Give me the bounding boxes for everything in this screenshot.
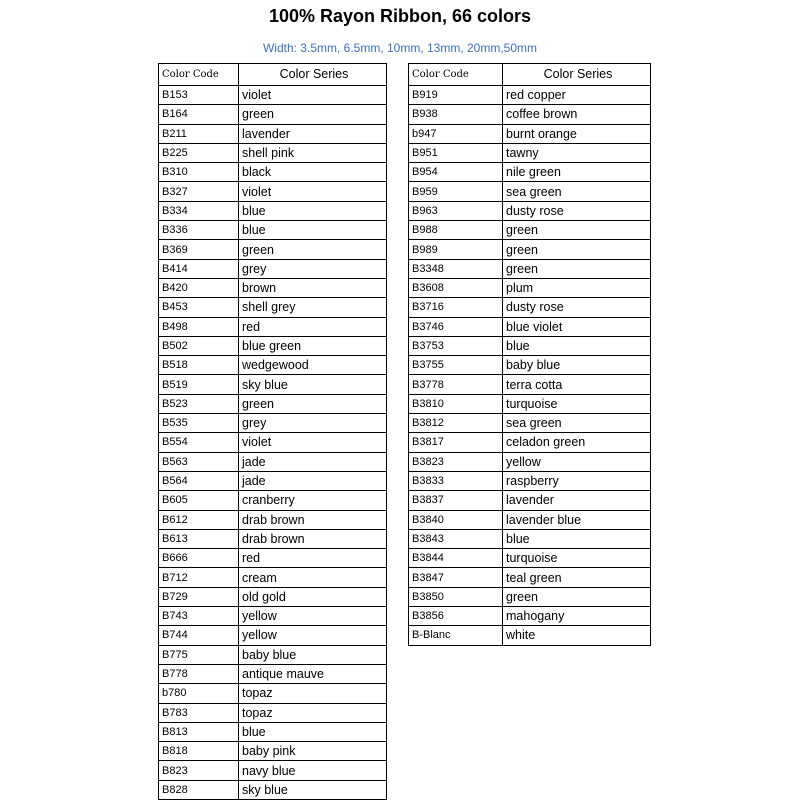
- color-code-cell: B453: [159, 298, 239, 317]
- color-series-cell: terra cotta: [503, 375, 651, 394]
- color-code-cell: B327: [159, 182, 239, 201]
- table-row: [409, 433, 651, 452]
- color-series-cell: brown: [239, 278, 387, 297]
- color-code-cell: B564: [159, 471, 239, 490]
- color-code-cell: B523: [159, 394, 239, 413]
- color-series-cell: sky blue: [239, 780, 387, 799]
- table-row: [409, 278, 651, 297]
- table-row: [409, 607, 651, 626]
- color-series-cell: blue green: [239, 336, 387, 355]
- table-row: [409, 221, 651, 240]
- color-series-cell: violet: [239, 433, 387, 452]
- color-code-cell: B164: [159, 105, 239, 124]
- color-code-cell: B783: [159, 703, 239, 722]
- color-code-cell: B3837: [409, 491, 503, 510]
- table-row: [409, 568, 651, 587]
- color-series-cell: dusty rose: [503, 298, 651, 317]
- table-row: [409, 626, 651, 645]
- table-row: [159, 394, 387, 413]
- table-row: [159, 780, 387, 799]
- color-series-cell: baby pink: [239, 742, 387, 761]
- color-code-cell: B818: [159, 742, 239, 761]
- table-row: [159, 221, 387, 240]
- color-code-cell: B3716: [409, 298, 503, 317]
- table-row: [409, 201, 651, 220]
- color-code-cell: B225: [159, 143, 239, 162]
- color-code-cell: B823: [159, 761, 239, 780]
- color-code-cell: B3840: [409, 510, 503, 529]
- color-series-cell: turquoise: [503, 394, 651, 413]
- color-code-cell: B3755: [409, 356, 503, 375]
- color-series-cell: sea green: [503, 414, 651, 433]
- color-code-cell: B3856: [409, 607, 503, 626]
- table-row: [409, 452, 651, 471]
- color-code-cell: B153: [159, 86, 239, 105]
- color-code-cell: B3608: [409, 278, 503, 297]
- table-row: [159, 298, 387, 317]
- table-row: [159, 703, 387, 722]
- color-code-cell: B919: [409, 86, 503, 105]
- table-row: [159, 471, 387, 490]
- color-series-cell: old gold: [239, 587, 387, 606]
- table-row: [159, 201, 387, 220]
- table-row: [409, 587, 651, 606]
- table-row: [159, 356, 387, 375]
- color-series-cell: red copper: [503, 86, 651, 105]
- color-series-cell: blue: [503, 529, 651, 548]
- color-code-cell: B563: [159, 452, 239, 471]
- color-code-cell: B775: [159, 645, 239, 664]
- table-row: [159, 182, 387, 201]
- color-series-cell: green: [239, 394, 387, 413]
- color-series-cell: green: [503, 587, 651, 606]
- color-code-cell: B502: [159, 336, 239, 355]
- color-code-cell: B954: [409, 163, 503, 182]
- color-code-cell: B336: [159, 221, 239, 240]
- color-code-cell: B813: [159, 722, 239, 741]
- table-row: [159, 317, 387, 336]
- color-code-cell: B743: [159, 607, 239, 626]
- color-series-cell: blue: [503, 336, 651, 355]
- table-row: [409, 105, 651, 124]
- color-series-cell: green: [503, 240, 651, 259]
- color-series-cell: burnt orange: [503, 124, 651, 143]
- color-series-cell: cream: [239, 568, 387, 587]
- color-code-cell: B951: [409, 143, 503, 162]
- color-code-cell: B518: [159, 356, 239, 375]
- color-code-header: Color Code: [409, 64, 503, 86]
- table-header-row: [409, 64, 651, 86]
- table-row: [409, 259, 651, 278]
- table-row: [159, 664, 387, 683]
- color-series-cell: grey: [239, 259, 387, 278]
- table-row: [409, 414, 651, 433]
- table-row: [159, 587, 387, 606]
- table-row: [159, 742, 387, 761]
- color-series-cell: violet: [239, 86, 387, 105]
- table-row: [159, 722, 387, 741]
- table-row: [159, 163, 387, 182]
- color-series-cell: green: [239, 240, 387, 259]
- table-row: [409, 471, 651, 490]
- color-table-left: [158, 63, 387, 800]
- color-code-cell: B963: [409, 201, 503, 220]
- table-row: [409, 143, 651, 162]
- color-code-cell: B828: [159, 780, 239, 799]
- color-series-cell: mahogany: [503, 607, 651, 626]
- table-row: [159, 336, 387, 355]
- table-row: [159, 375, 387, 394]
- color-series-header: Color Series: [239, 64, 387, 86]
- color-series-cell: green: [239, 105, 387, 124]
- table-row: [159, 105, 387, 124]
- color-series-cell: blue: [239, 201, 387, 220]
- color-code-cell: B554: [159, 433, 239, 452]
- table-row: [159, 549, 387, 568]
- table-row: [409, 240, 651, 259]
- table-row: [159, 510, 387, 529]
- color-series-cell: coffee brown: [503, 105, 651, 124]
- color-code-cell: B744: [159, 626, 239, 645]
- color-series-cell: lavender blue: [503, 510, 651, 529]
- color-series-cell: lavender: [239, 124, 387, 143]
- color-series-cell: yellow: [239, 607, 387, 626]
- table-row: [409, 317, 651, 336]
- table-row: [159, 645, 387, 664]
- color-code-cell: B3843: [409, 529, 503, 548]
- color-series-cell: blue: [239, 221, 387, 240]
- color-code-cell: B666: [159, 549, 239, 568]
- color-code-cell: B3812: [409, 414, 503, 433]
- color-series-cell: turquoise: [503, 549, 651, 568]
- page-title: 100% Rayon Ribbon, 66 colors: [268, 6, 532, 26]
- table-row: [159, 761, 387, 780]
- color-series-cell: grey: [239, 414, 387, 433]
- color-series-cell: white: [503, 626, 651, 645]
- color-series-cell: topaz: [239, 684, 387, 703]
- color-series-cell: drab brown: [239, 510, 387, 529]
- color-code-cell: B414: [159, 259, 239, 278]
- color-series-cell: tawny: [503, 143, 651, 162]
- table-row: [409, 86, 651, 105]
- table-row: [159, 86, 387, 105]
- table-row: [159, 124, 387, 143]
- table-row: [409, 163, 651, 182]
- color-code-cell: B498: [159, 317, 239, 336]
- color-series-cell: antique mauve: [239, 664, 387, 683]
- table-row: [409, 356, 651, 375]
- color-series-cell: yellow: [239, 626, 387, 645]
- color-series-cell: shell grey: [239, 298, 387, 317]
- table-row: [159, 452, 387, 471]
- color-series-cell: raspberry: [503, 471, 651, 490]
- table-row: [409, 394, 651, 413]
- table-row: [159, 240, 387, 259]
- color-code-cell: B535: [159, 414, 239, 433]
- color-code-cell: B3817: [409, 433, 503, 452]
- table-row: [409, 336, 651, 355]
- color-code-cell: B989: [409, 240, 503, 259]
- color-series-cell: violet: [239, 182, 387, 201]
- table-row: [159, 491, 387, 510]
- color-series-cell: plum: [503, 278, 651, 297]
- table-header-row: [159, 64, 387, 86]
- color-series-cell: nile green: [503, 163, 651, 182]
- color-series-cell: red: [239, 317, 387, 336]
- color-code-cell: B3844: [409, 549, 503, 568]
- color-code-cell: B-Blanc: [409, 626, 503, 645]
- color-code-cell: b947: [409, 124, 503, 143]
- color-code-cell: B3823: [409, 452, 503, 471]
- color-code-cell: B729: [159, 587, 239, 606]
- table-row: [409, 491, 651, 510]
- table-row: [159, 414, 387, 433]
- color-code-cell: B712: [159, 568, 239, 587]
- color-table-right: [408, 63, 651, 646]
- color-series-cell: celadon green: [503, 433, 651, 452]
- color-series-cell: drab brown: [239, 529, 387, 548]
- color-code-cell: B3753: [409, 336, 503, 355]
- color-code-cell: b780: [159, 684, 239, 703]
- color-code-cell: B519: [159, 375, 239, 394]
- color-series-cell: green: [503, 259, 651, 278]
- color-series-cell: dusty rose: [503, 201, 651, 220]
- table-row: [159, 259, 387, 278]
- color-code-cell: B3746: [409, 317, 503, 336]
- color-series-cell: navy blue: [239, 761, 387, 780]
- table-row: [409, 529, 651, 548]
- table-row: [409, 182, 651, 201]
- color-code-cell: B310: [159, 163, 239, 182]
- color-code-cell: B778: [159, 664, 239, 683]
- color-series-cell: jade: [239, 471, 387, 490]
- color-series-cell: teal green: [503, 568, 651, 587]
- color-series-cell: black: [239, 163, 387, 182]
- color-series-cell: lavender: [503, 491, 651, 510]
- color-series-cell: sea green: [503, 182, 651, 201]
- table-row: [409, 510, 651, 529]
- table-row: [409, 124, 651, 143]
- color-code-cell: B369: [159, 240, 239, 259]
- color-code-cell: B3833: [409, 471, 503, 490]
- color-series-cell: baby blue: [239, 645, 387, 664]
- color-series-cell: wedgewood: [239, 356, 387, 375]
- color-code-cell: B3850: [409, 587, 503, 606]
- color-code-cell: B938: [409, 105, 503, 124]
- color-series-cell: topaz: [239, 703, 387, 722]
- table-row: [159, 684, 387, 703]
- color-series-cell: cranberry: [239, 491, 387, 510]
- color-code-header: Color Code: [159, 64, 239, 86]
- color-series-cell: jade: [239, 452, 387, 471]
- color-code-cell: B211: [159, 124, 239, 143]
- color-code-cell: B334: [159, 201, 239, 220]
- color-code-cell: B3348: [409, 259, 503, 278]
- color-code-cell: B420: [159, 278, 239, 297]
- color-code-cell: B613: [159, 529, 239, 548]
- color-series-cell: blue: [239, 722, 387, 741]
- color-code-cell: B612: [159, 510, 239, 529]
- color-series-header: Color Series: [503, 64, 651, 86]
- table-row: [159, 626, 387, 645]
- color-code-cell: B3778: [409, 375, 503, 394]
- table-row: [159, 433, 387, 452]
- color-series-cell: sky blue: [239, 375, 387, 394]
- table-row: [409, 549, 651, 568]
- color-code-cell: B3810: [409, 394, 503, 413]
- table-row: [159, 143, 387, 162]
- color-code-cell: B3847: [409, 568, 503, 587]
- color-code-cell: B959: [409, 182, 503, 201]
- color-series-cell: shell pink: [239, 143, 387, 162]
- color-table-left-body: [159, 86, 387, 800]
- width-subtitle: Width: 3.5mm, 6.5mm, 10mm, 13mm, 20mm,50mm: [262, 41, 538, 55]
- color-series-cell: green: [503, 221, 651, 240]
- table-row: [159, 607, 387, 626]
- color-table-right-body: [409, 86, 651, 646]
- color-series-cell: yellow: [503, 452, 651, 471]
- color-code-cell: B605: [159, 491, 239, 510]
- color-series-cell: red: [239, 549, 387, 568]
- color-code-cell: B988: [409, 221, 503, 240]
- table-row: [159, 529, 387, 548]
- table-row: [159, 278, 387, 297]
- color-series-cell: baby blue: [503, 356, 651, 375]
- color-series-cell: blue violet: [503, 317, 651, 336]
- table-row: [159, 568, 387, 587]
- table-row: [409, 375, 651, 394]
- table-row: [409, 298, 651, 317]
